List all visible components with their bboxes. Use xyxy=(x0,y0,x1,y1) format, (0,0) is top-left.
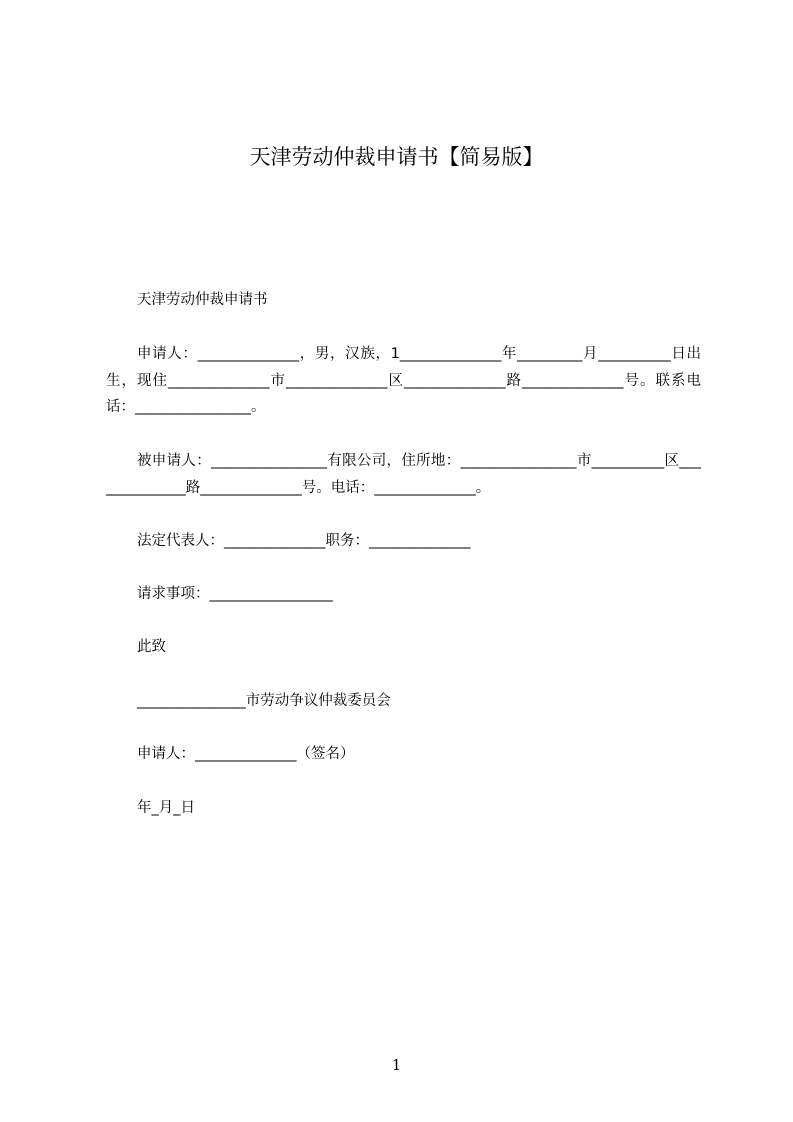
signature-paragraph: 申请人：______________（签名） xyxy=(137,746,355,762)
page-number: 1 xyxy=(391,1056,402,1074)
committee-paragraph: _______________市劳动争议仲裁委员会 xyxy=(137,693,391,709)
legal-representative-paragraph: 法定代表人：______________职务：______________ xyxy=(137,533,471,549)
date-paragraph: 年_月_日 xyxy=(137,800,195,816)
document-title: 天津劳动仲裁申请书【简易版】 xyxy=(249,145,544,169)
subtitle-paragraph: 天津劳动仲裁申请书 xyxy=(137,292,268,308)
claims-paragraph: 请求事项：_________________ xyxy=(137,586,333,602)
respondent-info-paragraph: 被申请人：________________有限公司，住所地：________________市__________区______________路______________号。电话：______________。 xyxy=(106,453,701,496)
applicant-info-paragraph: 申请人：______________，男，汉族，1______________年_________月__________日出生，现住______________市______________区______________路______________号。联系电话：________________。 xyxy=(106,346,701,415)
salutation-paragraph: 此致 xyxy=(137,639,166,655)
